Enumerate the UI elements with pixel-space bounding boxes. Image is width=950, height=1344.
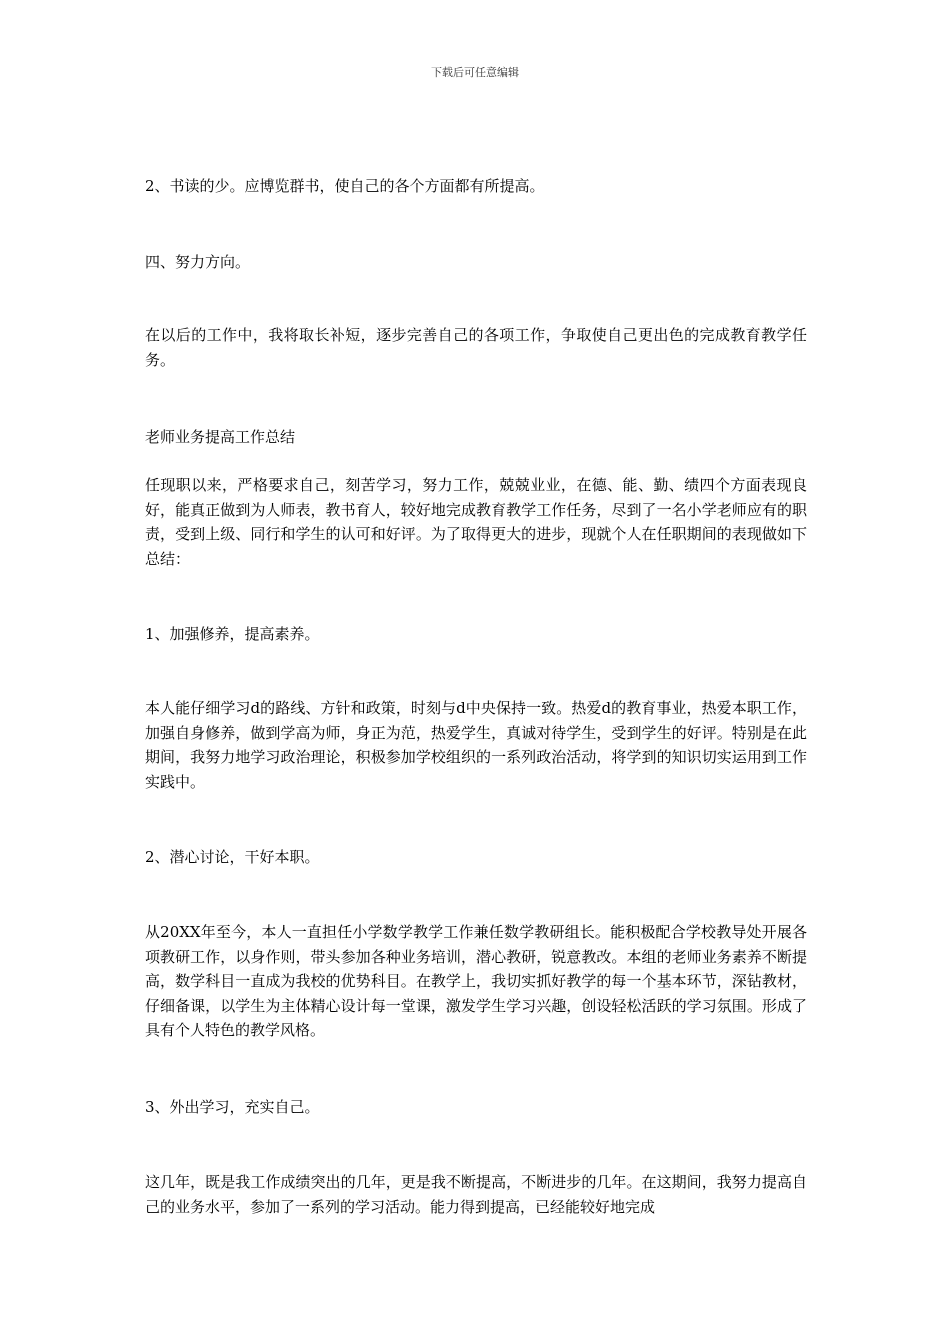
section-heading-cultivation: 1、加强修养，提高素养。 [145,625,320,643]
paragraph-reading-less: 2、书读的少。应博览群书，使自己的各个方面都有所提高。 [145,177,545,195]
document-title: 老师业务提高工作总结 [145,428,296,446]
section-heading-direction: 四、努力方向。 [145,253,251,271]
section-heading-research: 2、潜心讨论，干好本职。 [145,848,320,866]
paragraph-introduction: 任现职以来，严格要求自己，刻苦学习，努力工作，兢兢业业，在德、能、勤、绩四个方面表现良好，能真正做到为人师表，教书育人，较好地完成教育教学工作任务，尽到了一名小学老师应有的职责，受到上级、同行和学生的认可和好评。为了取得更大的进步，现就个人在任职期间的表现做如下总结： [145,476,807,568]
section-heading-study: 3、外出学习，充实自己。 [145,1098,320,1116]
paragraph-cultivation: 本人能仔细学习d的路线、方针和政策，时刻与d中央保持一致。热爱d的教育事业，热爱本职工作，加强自身修养，做到学高为师，身正为范，热爱学生，真诚对待学生，受到学生的好评。特别是在此期间，我努力地学习政治理论，积极参加学校组织的一系列政治活动，将学到的知识切实运用到工作实践中。 [145,699,807,791]
paragraph-future-work: 在以后的工作中，我将取长补短，逐步完善自己的各项工作，争取使自己更出色的完成教育教学任务。 [145,326,807,369]
page-header: 下载后可任意编辑 [431,66,519,79]
paragraph-study: 这几年，既是我工作成绩突出的几年，更是我不断提高，不断进步的几年。在这期间，我努力提高自己的业务水平，参加了一系列的学习活动。能力得到提高，已经能较好地完成 [145,1173,807,1216]
paragraph-research: 从20XX年至今，本人一直担任小学数学教学工作兼任数学教研组长。能积极配合学校教导处开展各项教研工作，以身作则，带头参加各种业务培训，潜心教研，锐意教改。本组的老师业务素养不断提高，数学科目一直成为我校的优势科目。在教学上，我切实抓好教学的每一个基本环节，深钻教材，仔细备课，以学生为主体精心设计每一堂课，激发学生学习兴趣，创设轻松活跃的学习氛围。形成了具有个人特色的教学风格。 [145,923,807,1039]
